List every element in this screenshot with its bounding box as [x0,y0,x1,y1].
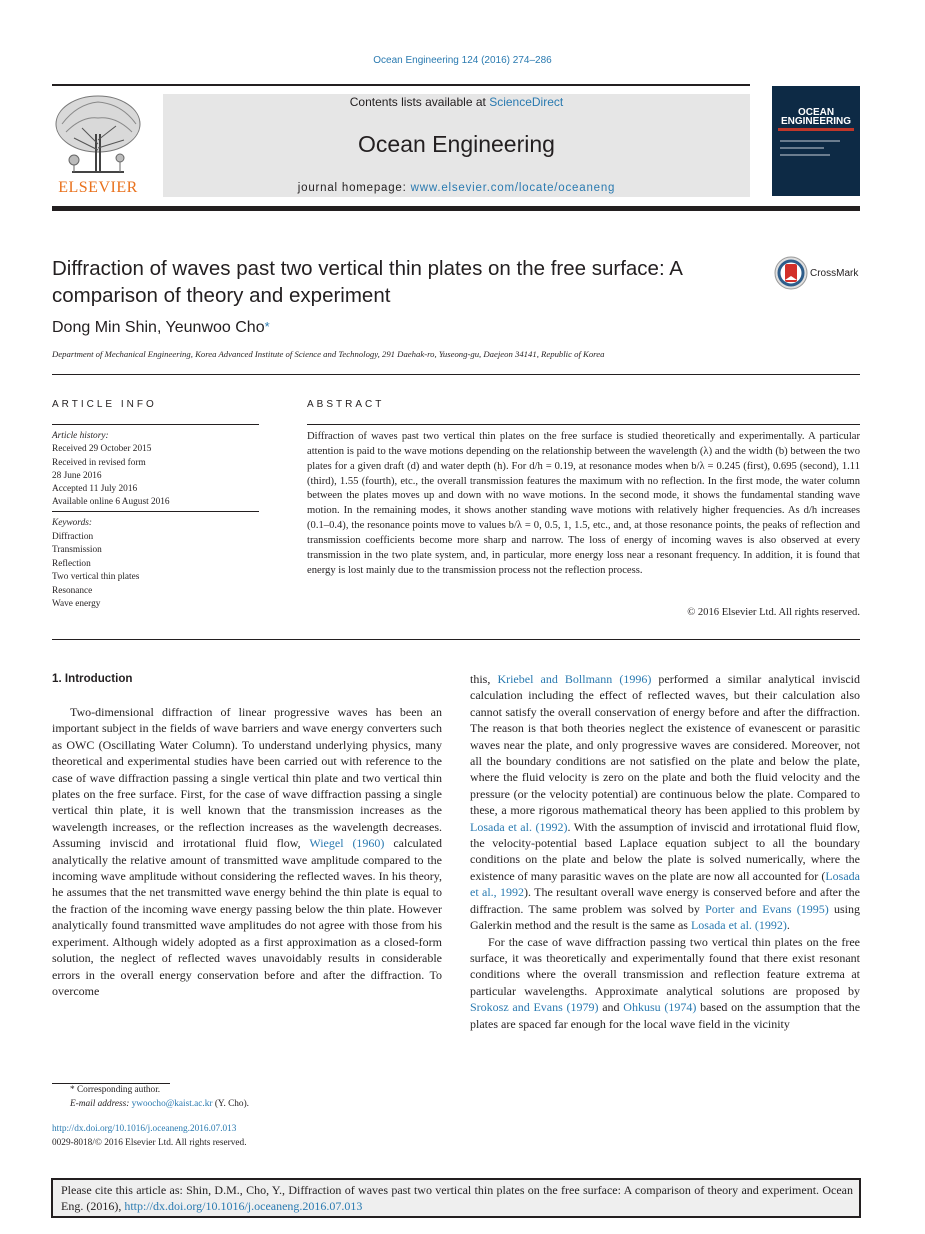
keywords-list [52,517,259,612]
crossmark-icon[interactable] [774,256,808,290]
ref-losada-1992[interactable]: Losada et al. (1992) [470,819,568,834]
footnote [52,1084,442,1111]
article-title: Diffraction of waves past two vertical thin plates on the free surface: A comparison of theory and experiment [52,257,682,307]
homepage-line [163,182,750,194]
header-thick-rule [52,206,860,211]
abstract-heading: ABSTRACT [307,399,385,410]
author-list [52,319,270,337]
intro-paragraph-2 [470,934,860,1032]
header-top-rule [52,84,750,86]
section-heading-introduction: 1. Introduction [52,672,133,685]
article-info-rule [52,424,259,425]
body-left-column [52,704,442,999]
text-run: . [786,918,790,933]
email-suffix: (Y. Cho). [214,1098,250,1109]
journal-citation-link[interactable]: Ocean Engineering 124 (2016) 274–286 [373,55,552,66]
keyword-item: Transmission [52,545,102,555]
abstract-bottom-rule [52,639,860,640]
keyword-item: Resonance [52,585,93,596]
email-link[interactable]: ywoocho@kaist.ac.kr [131,1098,213,1109]
contents-prefix: Contents lists available at [349,95,486,109]
text-run: this, [470,672,491,686]
homepage-link[interactable]: www.elsevier.com/locate/oceaneng [410,182,616,194]
journal-name: Ocean Engineering [358,131,555,157]
elsevier-wordmark: ELSEVIER [58,179,138,196]
cover-title-line-1: OCEAN [797,107,835,118]
authors-names: Dong Min Shin, Yeunwoo Cho [52,319,265,336]
ref-srokosz-evans-1979[interactable]: Srokosz and Evans (1979) [470,1000,599,1015]
article-info-heading: ARTICLE INFO [52,399,157,410]
intro-paragraph-1 [52,704,442,999]
keyword-item: Two vertical thin plates [52,572,140,582]
cover-title [772,108,860,126]
keywords-label: Keywords: [52,518,92,528]
corresponding-author-mark[interactable]: * [264,319,270,334]
cover-title-line-2: ENGINEERING [780,116,851,127]
ref-losada-1992-b[interactable]: Losada et al. (1992) [690,918,787,933]
email-label: E-mail address: [70,1098,130,1109]
intro-paragraph-1-cont [470,671,860,934]
cover-decoration [780,140,840,161]
text-run: calculated analytically the relative amount of transmitted wave amplitude compared to the incoming wave amplitude without considering the reflected waves. In his theory, he assumes that the net transmitted wave energy behind the thin plate is equal to the fraction of the incoming wave energy passing below the thin plate. However analytically found transmitted wave amplitudes do not agree with those from his experiment. Although widely adopted as a first approximation as a closed-form solution, the neglect of reflected waves unavoidably results in considerable errors in the overall energy conservation before and after the diffraction. To overcome [52,836,442,998]
affiliation-rule [52,374,860,375]
history-item: Received in revised form [52,457,146,468]
ref-porter-evans-1995[interactable]: Porter and Evans (1995) [705,901,829,916]
cover-accent-band [778,128,854,131]
text-run: using Galerkin method and the result is the same as [470,901,860,933]
doi-link[interactable]: http://dx.doi.org/10.1016/j.oceaneng.2016.07.013 [52,1124,237,1134]
crossmark-label[interactable]: CrossMark [810,268,859,279]
abstract-copyright: © 2016 Elsevier Ltd. All rights reserved. [687,607,860,618]
keyword-item: Wave energy [52,599,101,609]
text-run: based on the assumption that the plates are spaced far enough for the local wave field in the vicinity [470,1000,861,1031]
history-label: Article history: [52,431,109,441]
sciencedirect-link[interactable]: ScienceDirect [489,95,564,109]
ref-losada-1992-paren[interactable]: Losada et al., 1992 [470,868,860,900]
text-run: . With the assumption of inviscid and irrotational fluid flow, the velocity-potential based Laplace equation subject to all the boundary conditions on the plate and below the plate is solved numerically, where the existence of many parasitic waves on the plate are now all accounted for ( [470,819,860,883]
abstract-rule [307,424,860,425]
ref-kriebel-bollmann-1996[interactable]: Kriebel and Bollmann (1996) [497,672,652,686]
email-line [52,1098,442,1112]
contents-line [163,95,750,109]
keyword-item: Diffraction [52,531,94,542]
cite-doi-link[interactable]: http://dx.doi.org/10.1016/j.oceaneng.2016.07.013 [124,1199,363,1213]
text-run: For the case of wave diffraction passing two vertical thin plates on the free surface, it was theoretically and experimentally found that there exist resonant conditions where the overall transmission and reflection feature extrema at particular wavelengths. Approximate analytical solutions are proposed by [470,934,860,998]
text-run: performed a similar analytical inviscid calculation including the effect of reflected waves, but their calculation also cannot satisfy the overall conservation of energy before and after the diffraction. The reason is that both theories neglect the existence of evanescent or parasitic waves near the plate, and only progressive waves are considered. Moreover, not all the boundary conditions are not satisfied on the plate and below the plate, where the fluid velocity is zero on the plate and both the fluid velocity and the pressure (or the velocity potential) are continuous below the plate. Compared to these, a more rigorous mathematical theory has been applied to this problem by [470,672,861,818]
homepage-prefix: journal homepage: [297,182,407,194]
keywords-rule [52,511,259,512]
history-item: Received 29 October 2015 [52,444,152,455]
text-run: and [602,1000,620,1015]
text-run: Two-dimensional diffraction of linear progressive waves has been an important subject in the fields of wave barriers and wave energy converters such as OWC (Oscillating Water Column). To understand underlying physics, many theoretical and experimental studies have been carried out with reference to the case of wave diffraction passing a single vertical thin plate and two vertical thin plates on the free surface. First, for the case of wave diffraction passing a single vertical thin plate, it is well known that the transmission increases as the wavelength increases, or the reflection increases as the wavelength decreases. Assuming inviscid and irrotational fluid flow, [52,705,442,851]
cite-text [61,1182,853,1214]
article-history [52,430,259,510]
history-item: 28 June 2016 [52,470,102,481]
issn-line: 0029-8018/© 2016 Elsevier Ltd. All rights reserved. [52,1137,247,1148]
history-item: Available online 6 August 2016 [52,497,170,508]
keyword-item: Reflection [52,558,91,569]
abstract-text: Diffraction of waves past two vertical thin plates on the free surface is studied theoretically and experimentally. A particular attention is paid to the wave motions depending on the relationship between the wavelength (λ) and the width (b) between the two plates for a given draft (d) and water depth (h). For d/h = 0.19, at resonance modes when b/λ = 0.245 (first), 0.695 (second), 1.11 (third), 1.55 (fourth), etc., the overall transmission features the maximum with no reflection. In the first mode, the water column between the plates moves up and down with no wave motions. In the second mode, it shows the fundamental standing wave motion. In the remaining modes, it shows another standing wave motions with relatively higher frequencies. As d/h increases (0.1–0.4), the resonance points move to values b/λ = 0, 0.5, 1, 1.5, etc., and, at those resonance points, the peaks of reflection and transmission coefficients become more sharp and narrow. The loss of energy of incoming waves is also observed at every transmission in the two plate system, and, in particular, more energy loss near a resonant frequency. In addition, it is found that energy is lost mainly due to the transmission process not the reflection process. [307,431,860,576]
doi-block [52,1123,442,1150]
ref-ohkusu-1974[interactable]: Ohkusu (1974) [623,1000,697,1015]
text-run: ). The resultant overall wave energy is conserved before and after the diffraction. The same problem was solved by [470,885,860,916]
corresponding-author-note: * Corresponding author. [70,1085,161,1095]
history-item: Accepted 11 July 2016 [52,484,138,495]
cite-sentence: Please cite this article as: Shin, D.M., Cho, Y., Diffraction of waves past two vertical thin plates on the free surface: A comparison of theory and experiment. Ocean Eng. (2016), [61,1183,853,1213]
ref-wiegel-1960[interactable]: Wiegel (1960) [309,836,385,851]
affiliation: Department of Mechanical Engineering, Korea Advanced Institute of Science and Technology, 291 Daehak-ro, Yuseong-gu, Daejeon 34141, Republic of Korea [52,349,605,359]
body-right-column [470,671,860,1032]
